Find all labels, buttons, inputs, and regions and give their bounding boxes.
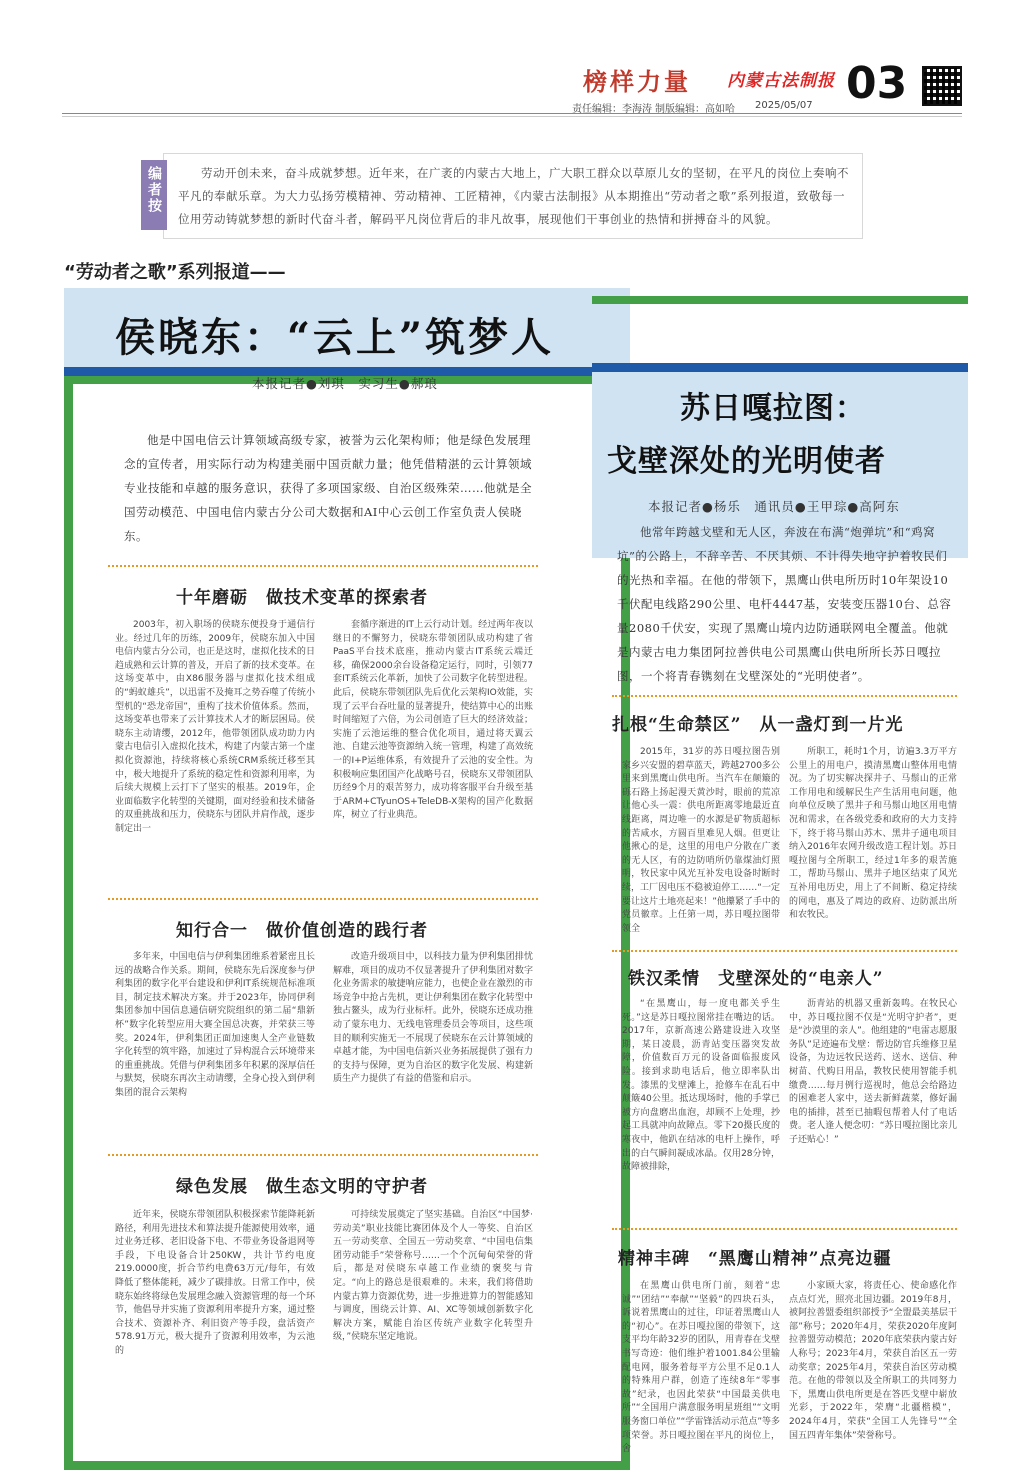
article2-top-bar	[592, 296, 968, 304]
article1-section2-col1: 多年来，中国电信与伊利集团维系着紧密且长远的战略合作关系。期间，侯晓东先后深度参与伊利集团的数字化平台建设和伊利IT系统规范标准项目，制定技术解决方案。并于2023年，协同伊利集团参加中国信息通信研究院组织的第二届“鼎新杯”数字化转型应用大赛全国总决赛，并荣获三等奖。2024年，伊利集团正面加速奥人全产业链数字化转型的筑牢路，加速过了异构混合云环境带来的重重挑战。凭借与伊利集团多年积累的深厚信任与默契，侯晓东再次主动请缨，全身心投入到伊利集团的混合云架构	[115, 952, 315, 1098]
qr-code-icon	[922, 66, 962, 106]
article1-byline: 本报记者●刘琪 实习生●郝琅	[252, 376, 438, 391]
article1-lede: 他是中国电信云计算领域高级专家，被誉为云化架构师；他是绿色发展理念的宣传者，用实际行动为构建美丽中国贡献力量；他凭借精湛的云计算领域专业技能和卓越的服务意识，获得了多项国家级、自治区级殊荣……他就是全国劳动模范、中国电信内蒙古分公司大数据和AI中心云创工作室负责人侯晓东。	[124, 433, 532, 543]
masthead-rule	[62, 113, 962, 114]
article2-byline: 本报记者●杨乐 通讯员●王甲琮●高阿东	[648, 499, 900, 514]
editor-note-tag-label: 编者按	[146, 166, 162, 214]
article1-headline: 侯晓东：“云上”筑梦人	[115, 314, 555, 361]
article2-section1-col2: 所职工，耗时1个月，访遍3.3万平方公里上的用电户，摸清黑鹰山整体用电情况。为了切实解决探井子、马鬃山的正常工作用电和缓解民生产生活用电问题，他向单位反映了黑井子和马鬃山地区用电情况和需求，在各级党委和政府的大力支持下，终于将马鬃山苏木、黑井子通电项目纳入2016年农网升级改造工程计划。苏日嘎拉图与全所职工，经过1年多的艰苦施工，帮助马鬃山、黑井子地区结束了风光互补用电历史，用上了不间断、稳定持续的网电，惠及了周边的政府、边防派出所和农牧民。	[789, 747, 957, 921]
article1-section3-col2: 可持续发展奠定了坚实基础。自治区“中国梦·劳动美”职业技能比赛团体及个人一等奖、自治区五一劳动奖章、全国五一劳动奖章、“中国电信集团劳动能手”荣誉称号……一个个沉甸甸荣誉的背后，都是对侯晓东卓越工作业绩的褒奖与肯定。“向上的路总是很艰难的。未来，我们将借助内蒙古算力资源优势，进一步推进算力的智能感知与调度，围绕云计算、AI、XC等领域创新数字化解决方案，赋能自治区传统产业数字化转型升级，”侯晓东坚定地说。	[333, 1210, 533, 1343]
newspaper-logo: 内蒙古法制报	[727, 71, 835, 91]
section-divider	[612, 1228, 957, 1230]
editor-credit: 责任编辑：李海涛	[572, 104, 652, 115]
page-number: 03	[846, 58, 908, 109]
section-divider	[612, 950, 957, 952]
article1-subhead-2: 知行合一 做价值创造的践行者	[176, 921, 428, 941]
article1-section1-col1: 2003年，初入职场的侯晓东便投身于通信行业。经过几年的历练，2009年，侯晓东加入中国电信内蒙古分公司，也正是这时，虚拟化技术的日趋成熟和云计算的普及，开启了新的技术变革。在这场变革中，由X86服务器与虚拟化技术组成的“蚂蚁雄兵”，以迅雷不及掩耳之势吞噬了传统小型机的“恐龙帝国”，重构了技术价值体系。然而，这场变革也带来了云计算技术人才的断层困局。侯晓东主动请缨，2012年，他带领团队成功助力内蒙古电信引入虚拟化技术，构建了内蒙古第一个虚拟化资源池，持续将核心系统CRM系统迁移至其中，极大地提升了系统的稳定性和资源利用率，为后续大规模上云打下了坚实的根基。2019年，企业面临数字化转型的关键期，面对经验和技术储备的双重挑战和压力，侯晓东与团队并肩作战，逐步制定出一	[115, 620, 315, 834]
article2-section2-col1: “在黑鹰山，每一度电都关乎生死。”这是苏日嘎拉图常挂在嘴边的话。2017年，京新高速公路建设进入攻坚期，某日凌晨，沥青站变压器突发故障，价值数百万元的设备面临报废风险。接到求助电话后，他立即率队出发。漆黑的戈壁滩上，抢修车在乱石中颠簸40公里。抵达现场时，他的手掌已被方向盘磨出血泡，却顾不上处理，抄起工具就冲向故障点。零下20摄氏度的寒夜中，他趴在结冰的电杆上操作，呼出的白气瞬间凝成冰晶。仅用28分钟，故障被排除，	[622, 999, 780, 1173]
article1-section3-col1: 近年来，侯晓东带领团队积极探索节能降耗新路径，利用先进技术和算法提升能源使用效率，通过业务迁移、老旧设备下电、不带业务设备退网等手段，下电设备合计250KW，共计节约电度219.0000度，折合节约电费63万元/每年，有效降低了整体能耗，减少了碳排放。日常工作中，侯晓东始终将绿色发展理念融入资源管理的每一个环节，他倡导并实施了资源利用率提升方案，通过整合技术、资源补齐、利旧资产等手段，盘活资产578.91万元，极大提升了资源利用效率，为云池的	[115, 1210, 315, 1356]
article1-section1-col2: 套循序渐进的IT上云行动计划。经过两年夜以继日的不懈努力，侯晓东带领团队成功构建了省PaaS平台技术底座，推动内蒙古IT系统云端迁移，确保2000余台设备稳定运行，同时，引领77套IT系统云化革新，加快了公司数字化转型进程。此后，侯晓东带领团队先后优化云架构IO效能，实现了云平台吞吐量的显著提升，使结算中心的出账时间缩短了六倍，为公司创造了巨大的经济效益；实施了云池运维的整合优化项目，通过将天翼云池、自建云池等资源纳入统一管理，构建了高效统一的I+P运维体系，有效提升了云池的安全性。为积极响应集团国产化战略号召，侯晓东又带领团队历经9个月的艰苦努力，成功将客服平台升级至基于ARM+CTyunOS+TeleDB-X架构的国产化数据库，树立了行业典范。	[333, 620, 533, 821]
article2-section3-col2: 小家顾大家，将责任心、使命感化作点点灯光，照亮北国边疆。2019年8月，被阿拉善盟委组织部授予“全盟最美基层干部”称号；2020年4月，荣获2020年度阿拉善盟劳动模范；2020年底荣获内蒙古好人称号；2023年4月，荣获自治区五一劳动奖章；2025年4月，荣获自治区劳动模范。在他的带领以及全所职工的共同努力下，黑鹰山供电所更是在答匹戈壁中崭放光彩，于2022年，荣膺“北疆楷模”，2024年4月，荣获“全国工人先锋号”“全国五四青年集体”荣誉称号。	[789, 1281, 957, 1441]
article2-lede: 他常年跨越戈壁和无人区，奔波在布满“炮弹坑”和“鸡窝坑”的公路上，不辞辛苦、不厌其烦、不计得失地守护着牧民们的光热和幸福。在他的带领下，黑鹰山供电所历时10年架设10千伏配电线路290公里、电杆4447基，安装变压器10台、总容量2080千伏安，实现了黑鹰山境内边防通联网电全覆盖。他就是内蒙古电力集团阿拉善供电公司黑鹰山供电所所长苏日嘎拉图，一个将青春镌刻在戈壁深处的“光明使者”。	[617, 525, 952, 683]
article2-headline-line1: 苏日嘎拉图：	[680, 391, 866, 426]
designer-credit: 制版编辑：高如哈	[655, 104, 735, 115]
article2-headline-line2: 戈壁深处的光明使者	[607, 444, 886, 479]
article2-subhead-3: 精神丰碑 “黑鹰山精神”点亮边疆	[618, 1249, 892, 1269]
article1-subhead-3: 绿色发展 做生态文明的守护者	[176, 1177, 428, 1197]
section-title: 榜样力量	[583, 67, 691, 96]
editor-note-text: 劳动开创未来，奋斗成就梦想。近年来，在广袤的内蒙古大地上，广大职工群众以草原儿女的坚韧，在平凡的岗位上奏响不平凡的奉献乐章。为大力弘扬劳模精神、劳动精神、工匠精神，《内蒙古法制报》从本期推出“劳动者之歌”系列报道，致敬每一位用劳动铸就梦想的新时代奋斗者，解码平凡岗位背后的非凡故事，展现他们干事创业的热情和拼搏奋斗的风貌。	[178, 166, 849, 226]
editor-note-tag	[141, 160, 167, 230]
article2-section1-col1: 2015年，31岁的苏日嘎拉图告别家乡兴安盟的碧草蓝天，跨越2700多公里来到黑鹰山供电所。当汽车在颠簸的砾石路上扬起漫天黄沙时，眼前的荒凉让他心头一震：供电所距离零地最近直线距离，周边唯一的水源是矿物质超标的苦咸水，方圆百里难见人烟。但更让他揪心的是，这里的用电户分散在广袤的无人区，有的边防哨所仍靠煤油灯照明，牧民家中风光互补发电设备时断时续，工厂因电压不稳被迫停工……“一定要让这片土地亮起来！”他攥紧了手中的党员徽章。上任第一周，苏日嘎拉图带领全	[622, 747, 780, 934]
article1-subhead-1: 十年磨砺 做技术变革的探索者	[176, 588, 428, 608]
issue-date: 2025/05/07	[755, 100, 813, 111]
masthead-rule-secondary	[62, 116, 962, 117]
article2-subhead-1: 扎根“生命禁区” 从一盏灯到一片光	[612, 715, 904, 735]
article2-section3-col1: 在黑鹰山供电所门前，刻着“忠诚”“团结”“奉献”“坚毅”的四块石头，诉说着黑鹰山的过往，印证着黑鹰山人的“初心”。在苏日嘎拉图的带领下，这支平均年龄32岁的团队，用青春在戈壁书写奇迹：他们维护着1001.84公里输配电网，服务着每平方公里不足0.1人的特殊用户群，创造了连续8年“零事故”纪录，也因此荣获“中国最美供电所”“全国用户满意服务明星班组”“文明服务窗口单位”“学雷锋活动示范点”等多项荣誉。苏日嘎拉图在平凡的岗位上，舍	[622, 1281, 780, 1455]
section-divider	[108, 1154, 538, 1156]
article1-section2-col2: 改造升级项目中，以科技力量为伊利集团排忧解难，项目的成功不仅显著提升了伊利集团对数字化业务需求的敏捷响应能力，也使企业在激烈的市场竞争中抢占先机，更让伊利集团在数字化转型中独占鳌头，成为行业标杆。此外，侯晓东还成功推动了蒙东电力、无线电管理委员会等项目，这些项目的顺利实施无一不展现了侯晓东在云计算领域的卓越才能，为中国电信新兴业务拓展提供了强有力的支持与保障，更为自治区的数字化发展、构建新质生产力提供了有益的借鉴和启示。	[333, 952, 533, 1085]
article2-subhead-2: 铁汉柔情 戈壁深处的“电亲人”	[628, 969, 884, 989]
series-label: “劳动者之歌”系列报道——	[64, 262, 286, 283]
section-divider	[108, 565, 538, 567]
article2-section2-col2: 沥青站的机器又重新轰鸣。在牧民心中，苏日嘎拉图不仅是“光明守护者”，更是“沙漠里的亲人”。他组建的“电雷志愿服务队”足迹遍布戈壁：帮边防官兵维修卫星设备，为边远牧民送药、送水、送信、种树苗、代购日用品，教牧民使用智能手机缴费……每月例行巡视时，他总会给路边的困难老人家中，送去新鲜蔬菜，修好漏电的插排，甚至已抽暇包帮着人付了电话费。老人逢人便念叨：“苏日嘎拉图比亲儿子还贴心！”	[789, 999, 957, 1145]
article2-accent-bar	[592, 363, 968, 372]
section-divider	[612, 695, 957, 697]
section-divider	[108, 898, 538, 900]
